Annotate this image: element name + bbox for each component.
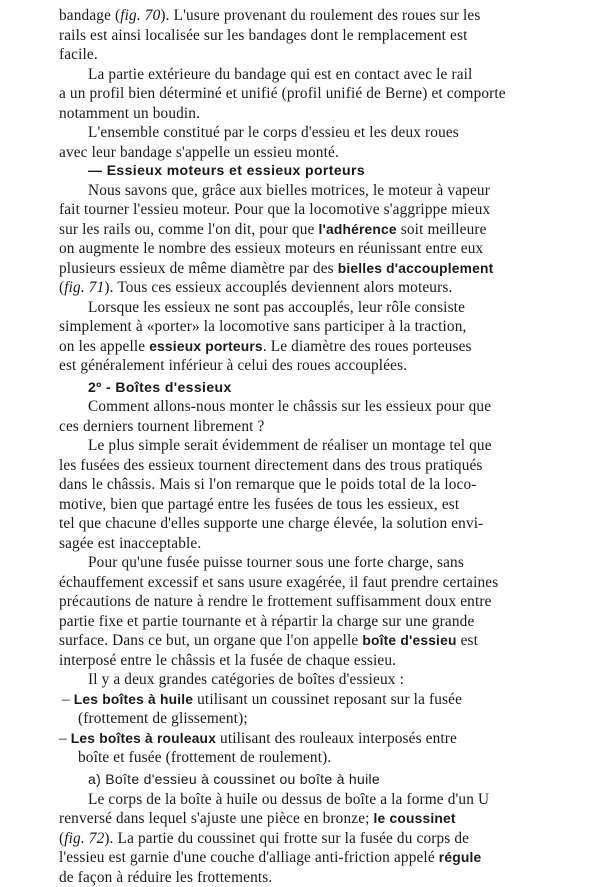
- text-run: sur les rails ou, comme l'on dit, pour que: [59, 220, 319, 238]
- bold-term: bielles d'accouplement: [337, 260, 494, 276]
- text-run: avec leur bandage s'appelle un essieu monté.: [59, 143, 339, 161]
- text-run: précautions de nature à rendre le frottement suffisamment doux entre: [59, 593, 492, 610]
- text-line: [59, 220, 487, 239]
- text-line: [59, 848, 481, 867]
- bold-term: Les boîtes à rouleaux: [70, 730, 217, 746]
- text-run: partie fixe et partie tournante et à répartir la charge sur une grande: [59, 612, 475, 630]
- subsection-heading: [88, 770, 380, 789]
- text-line: [59, 631, 478, 650]
- text-line: [59, 534, 201, 553]
- text-run: soit meilleure: [396, 220, 487, 238]
- text-line: [59, 356, 407, 375]
- text-run: utilisant des rouleaux interposés entre: [216, 729, 457, 747]
- text-run: Comment allons-nous monter le châssis sur les essieux pour que: [88, 398, 492, 415]
- bold-term: le coussinet: [373, 811, 456, 826]
- text-line: [59, 200, 490, 219]
- text-line: [59, 45, 98, 64]
- text-run: ). La partie du coussinet qui frotte sur la fusée du corps de: [104, 829, 470, 847]
- text-run: Le plus simple serait évidemment de réaliser un montage tel que: [88, 437, 492, 454]
- text-line: [59, 612, 474, 631]
- text-run: ). Tous ces essieux accouplés deviennent alors moteurs.: [104, 279, 453, 296]
- paragraph-start-line: [88, 123, 459, 142]
- list-item-continuation: [78, 709, 248, 728]
- text-line: [59, 495, 459, 514]
- section-heading: [88, 378, 232, 397]
- text-run: surface. Dans ce but, un organe que l'on appelle: [59, 632, 363, 649]
- text-line: [59, 456, 483, 475]
- text-run: les fusées des essieux tournent directement dans des trous pratiqués: [59, 456, 483, 474]
- heading-text: 2º - Boîtes d'essieux: [88, 379, 232, 395]
- text-run: simplement à «porter» la locomotive sans participer à la traction,: [59, 318, 467, 335]
- text-line: [59, 26, 468, 45]
- text-run: (frottement de glissement);: [78, 710, 248, 727]
- text-run: (: [59, 279, 65, 296]
- text-line: [59, 592, 492, 611]
- text-run: Lorsque les essieux ne sont pas accouplés, leur rôle consiste: [88, 298, 466, 316]
- text-run: Pour qu'une fusée puisse tourner sous une forte charge, sans: [88, 554, 464, 571]
- text-line: [59, 514, 483, 533]
- list-item-line: [62, 690, 462, 709]
- text-run: facile.: [59, 46, 98, 63]
- text-run: l'essieu est garnie d'une couche d'alliage anti-friction appelé: [59, 849, 439, 866]
- paragraph-start-line: [88, 790, 489, 809]
- text-run: échauffement excessif et sans usure exagérée, il faut prendre certaines: [59, 573, 499, 591]
- text-line: [59, 104, 200, 123]
- text-line: [59, 143, 339, 162]
- text-run: est: [456, 632, 479, 649]
- text-line: [59, 651, 396, 670]
- bold-term: régule: [438, 850, 482, 865]
- text-line: [59, 317, 466, 336]
- text-line: [59, 337, 472, 356]
- bold-term: boîte d'essieu: [362, 633, 457, 648]
- text-line: [59, 278, 452, 297]
- text-run: on les appelle: [59, 337, 150, 355]
- section-heading: [88, 161, 365, 180]
- text-run: renversé dans lequel s'ajuste une pièce en bronze;: [59, 810, 374, 827]
- text-run: . Le diamètre des roues porteuses: [262, 337, 472, 355]
- text-run: L'ensemble constitué par le corps d'essieu et les deux roues: [88, 124, 459, 141]
- paragraph-start-line: [88, 436, 492, 455]
- text-run: Il y a deux grandes catégories de boîtes d'essieux :: [88, 671, 404, 688]
- text-run: (: [59, 829, 65, 847]
- paragraph-start-line: [88, 553, 464, 572]
- bold-term: l'adhérence: [318, 221, 397, 237]
- text-run: interposé entre le châssis et la fusée de chaque essieu.: [59, 651, 397, 669]
- paragraph-start-line: [88, 181, 490, 200]
- paragraph-start-line: [88, 298, 465, 317]
- text-line: [59, 809, 456, 828]
- list-item-continuation: [78, 748, 331, 767]
- text-run: on augmente le nombre des essieux moteurs en réunissant entre eux: [59, 240, 484, 257]
- text-run: motive, bien que partagé entre les fusées de tous les essieux, est: [59, 495, 460, 513]
- text-line: [59, 829, 469, 848]
- figure-reference: fig. 70: [120, 7, 161, 24]
- text-line: [59, 417, 264, 436]
- figure-reference: fig. 71: [64, 279, 105, 296]
- text-run: de façon à réduire les frottements.: [59, 868, 273, 886]
- paragraph-start-line: [88, 670, 404, 689]
- paragraph-start-line: [88, 65, 472, 84]
- bold-term: essieux porteurs: [149, 338, 263, 354]
- figure-reference: fig. 72: [64, 829, 105, 847]
- text-run: rails est ainsi localisée sur les bandages dont le remplacement est: [59, 26, 468, 44]
- text-run: ). L'usure provenant du roulement des roues sur les: [160, 7, 481, 24]
- text-run: est généralement inférieur à celui des roues accouplées.: [59, 357, 408, 374]
- heading-text: a) Boîte d'essieu à coussinet ou boîte à huile: [88, 771, 380, 787]
- bold-term: Les boîtes à huile: [73, 691, 194, 707]
- text-line: [59, 868, 272, 887]
- text-line: [59, 6, 480, 25]
- text-run: notamment un boudin.: [59, 104, 201, 122]
- text-line: [59, 259, 493, 278]
- text-line: [59, 573, 498, 592]
- text-run: Le corps de la boîte à huile ou dessus de boîte a la forme d'un U: [88, 790, 490, 808]
- text-run: –: [62, 690, 74, 708]
- text-line: [59, 84, 506, 103]
- text-run: utilisant un coussinet reposant sur la fusée: [193, 690, 463, 708]
- text-run: Nous savons que, grâce aux bielles motrices, le moteur à vapeur: [88, 181, 490, 199]
- text-line: [59, 239, 483, 258]
- text-run: –: [59, 729, 71, 747]
- text-run: tel que chacune d'elles supporte une charge élevée, la solution envi-: [59, 515, 484, 532]
- text-run: plusieurs essieux de même diamètre par des: [59, 259, 338, 277]
- paragraph-start-line: [88, 397, 491, 416]
- text-run: sagée est inacceptable.: [59, 534, 202, 552]
- text-run: bandage (: [59, 7, 121, 24]
- text-line: [59, 475, 477, 494]
- text-run: La partie extérieure du bandage qui est en contact avec le rail: [88, 65, 473, 83]
- text-run: dans le châssis. Mais si l'on remarque que le poids total de la loco-: [59, 476, 477, 493]
- text-run: ces derniers tournent librement ?: [59, 417, 265, 435]
- heading-text: — Essieux moteurs et essieux porteurs: [88, 162, 366, 178]
- text-run: fait tourner l'essieu moteur. Pour que la locomotive s'aggrippe mieux: [59, 201, 491, 218]
- text-run: a un profil bien déterminé et unifié (profil unifié de Berne) et comporte: [59, 85, 506, 102]
- text-run: boîte et fusée (frottement de roulement).: [78, 749, 332, 766]
- list-item-line: [59, 729, 457, 748]
